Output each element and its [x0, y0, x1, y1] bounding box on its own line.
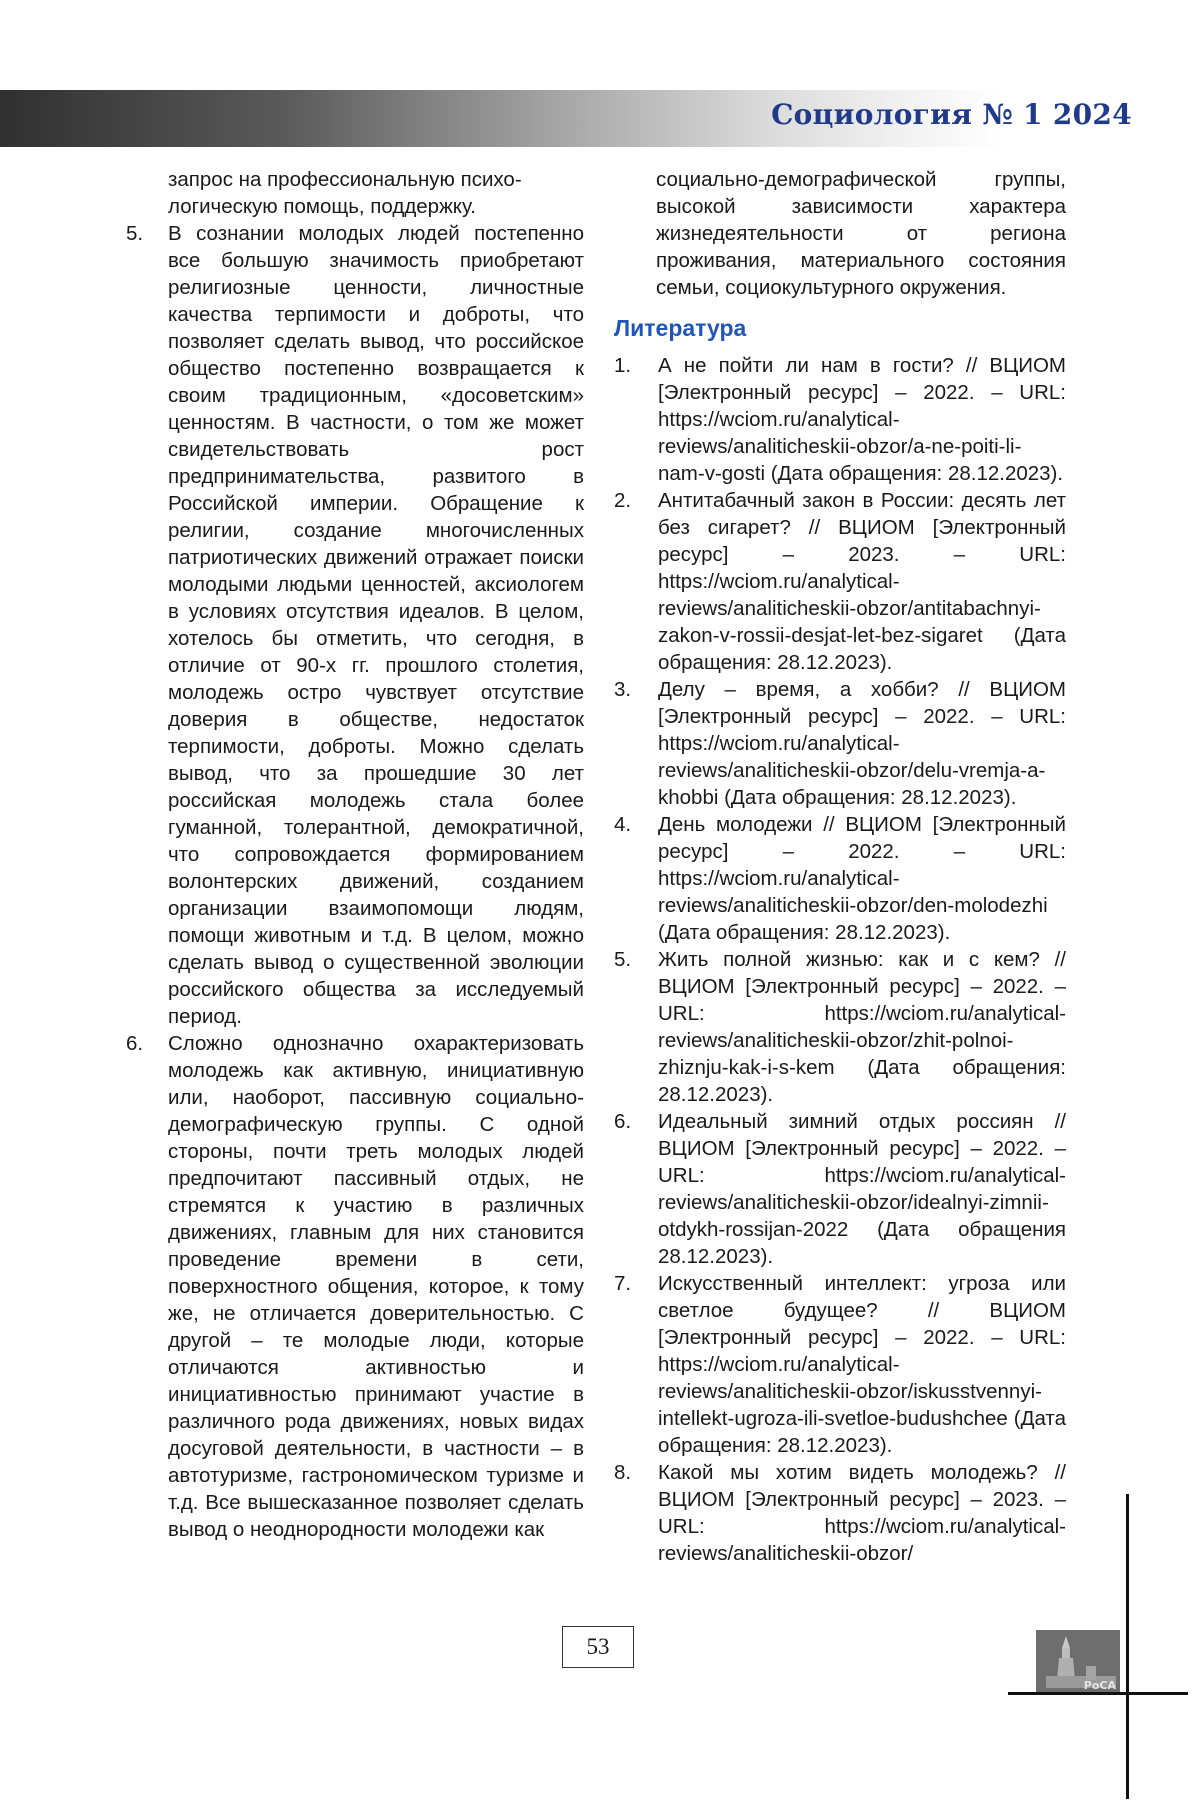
- left-column: [126, 166, 584, 1543]
- reference-text: Искусственный интеллект: угроза или светлое будущее? // ВЦИОМ [Электронный ресурс] – 2022. – URL: https://wciom.ru/analytical-reviews/analiticheskii-obzor/iskusstvennyi-intellekt-ugroza-ili-svetloe-budushchee (Дата обращения: 28.12.2023).: [658, 1272, 1066, 1457]
- reference-item: [614, 352, 1066, 487]
- reference-item: [614, 1270, 1066, 1459]
- list-item-text: Сложно однозначно охарактеризовать молодежь как активную, инициативную или, наоборот, пассивную социально-демографическую группы. С одной стороны, почти треть молодых людей предпочитают пассивный отдых, не стремятся к участию в различных движениях, главным для них становится проведение времени в сети, поверхностного общения, которое, к тому же, не отличается доверительностью. С другой – те молодые люди, которые отличаются активностью и инициативностью принимают участие в различного рода движениях, новых видах досуговой деятельности, в частности – в автотуризме, гастрономическом туризме и т.д. Все вышесказанное позволяет сделать вывод о неоднородности молодежи как: [168, 1032, 584, 1541]
- reference-number: 6.: [614, 1110, 632, 1133]
- list-item-number: 5.: [126, 222, 144, 245]
- reference-text: Антитабачный закон в России: десять лет без сигарет? // ВЦИОМ [Электронный ресурс] – 2023. – URL: https://wciom.ru/analytical-reviews/analiticheskii-obzor/antitabachnyi-zakon-v-rossii-desjat-let-bez-sigaret (Дата обращения: 28.12.2023).: [658, 489, 1066, 674]
- reference-number: 7.: [614, 1272, 632, 1295]
- reference-number: 1.: [614, 354, 632, 377]
- reference-item: [614, 1108, 1066, 1270]
- reference-text: Делу – время, а хобби? // ВЦИОМ [Электронный ресурс] – 2022. – URL: https://wciom.ru/analytical-reviews/analiticheskii-obzor/delu-vremja-a-khobbi (Дата обращения: 28.12.2023).: [658, 678, 1066, 809]
- reference-number: 5.: [614, 948, 632, 971]
- reference-item: [614, 811, 1066, 946]
- reference-item: [614, 487, 1066, 676]
- list-item-number: 6.: [126, 1032, 144, 1055]
- reference-number: 2.: [614, 489, 632, 512]
- reference-text: Жить полной жизнью: как и с кем? // ВЦИОМ [Электронный ресурс] – 2022. – URL: https://wciom.ru/analytical-reviews/analiticheskii-obzor/zhit-polnoi-zhiznju-kak-i-s-kem (Дата обращения: 28.12.2023).: [658, 948, 1066, 1106]
- reference-item: [614, 1459, 1066, 1567]
- list-item-text: В сознании молодых людей постепенно все большую значимость приобретают религиозные ценности, личностные качества терпимости и доброты, что позволяет сделать вывод, что российское общество постепенно возвращается к своим традиционным, «досоветским» ценностям. В частности, о том же может свидетельствовать рост предпринимательства, развитого в Российской империи. Обращение к религии, создание многочисленных патриотических движений отражает поиски молодыми людьми ценностей, аксиологем в условиях отсутствия идеалов. В целом, хотелось бы отметить, что сегодня, в отличие от 90-х гг. прошлого столетия, молодежь остро чувствует отсутствие доверия в обществе, недостаток терпимости, доброты. Можно сделать вывод, что за прошедшие 30 лет российская молодежь стала более гуманной, толерантной, демократичной, что сопровождается формированием волонтерских движений, созданием организации взаимопомощи людям, помощи животным и т.д. В целом, можно сделать вывод о существенной эволюции российского общества за исследуемый период.: [168, 222, 584, 1028]
- crop-mark-horizontal: [1008, 1692, 1188, 1695]
- logo-text: РоСА: [1083, 1679, 1116, 1692]
- continuation-paragraph: социально-демографической группы, высокой зависимости характера жизнедеятельности от региона проживания, материального состояния семьи, социокультурного окружения.: [656, 168, 1066, 299]
- reference-item: [614, 946, 1066, 1108]
- journal-title: Социология № 1 2024: [771, 98, 1132, 131]
- reference-text: День молодежи // ВЦИОМ [Электронный ресурс] – 2022. – URL: https://wciom.ru/analytical-reviews/analiticheskii-obzor/den-molodezhi (Дата обращения: 28.12.2023).: [658, 813, 1066, 944]
- reference-number: 8.: [614, 1461, 632, 1484]
- reference-number: 3.: [614, 678, 632, 701]
- continuation-line: логическую помощь, поддержку.: [168, 195, 476, 218]
- crop-mark-vertical: [1126, 1494, 1129, 1799]
- reference-item: [614, 676, 1066, 811]
- list-item: [126, 1030, 584, 1543]
- reference-number: 4.: [614, 813, 632, 836]
- publisher-logo: [1036, 1630, 1120, 1694]
- reference-text: Идеальный зимний отдых россиян // ВЦИОМ [Электронный ресурс] – 2022. – URL: https://wciom.ru/analytical-reviews/analiticheskii-obzor/idealnyi-zimnii-otdykh-rossijan-2022 (Дата обращения 28.12.2023).: [658, 1110, 1066, 1268]
- list-item: [126, 220, 584, 1030]
- continuation-line: запрос на профессиональную психо-: [168, 168, 522, 191]
- reference-text: Какой мы хотим видеть молодежь? // ВЦИОМ [Электронный ресурс] – 2023. – URL: https://wciom.ru/analytical-reviews/analiticheskii-obzor/: [658, 1461, 1066, 1565]
- literature-heading: Литература: [614, 315, 747, 341]
- page-number: 53: [562, 1626, 634, 1668]
- right-column: [614, 166, 1066, 1567]
- reference-text: А не пойти ли нам в гости? // ВЦИОМ [Электронный ресурс] – 2022. – URL: https://wciom.ru/analytical-reviews/analiticheskii-obzor/a-ne-poiti-li-nam-v-gosti (Дата обращения: 28.12.2023).: [658, 354, 1066, 485]
